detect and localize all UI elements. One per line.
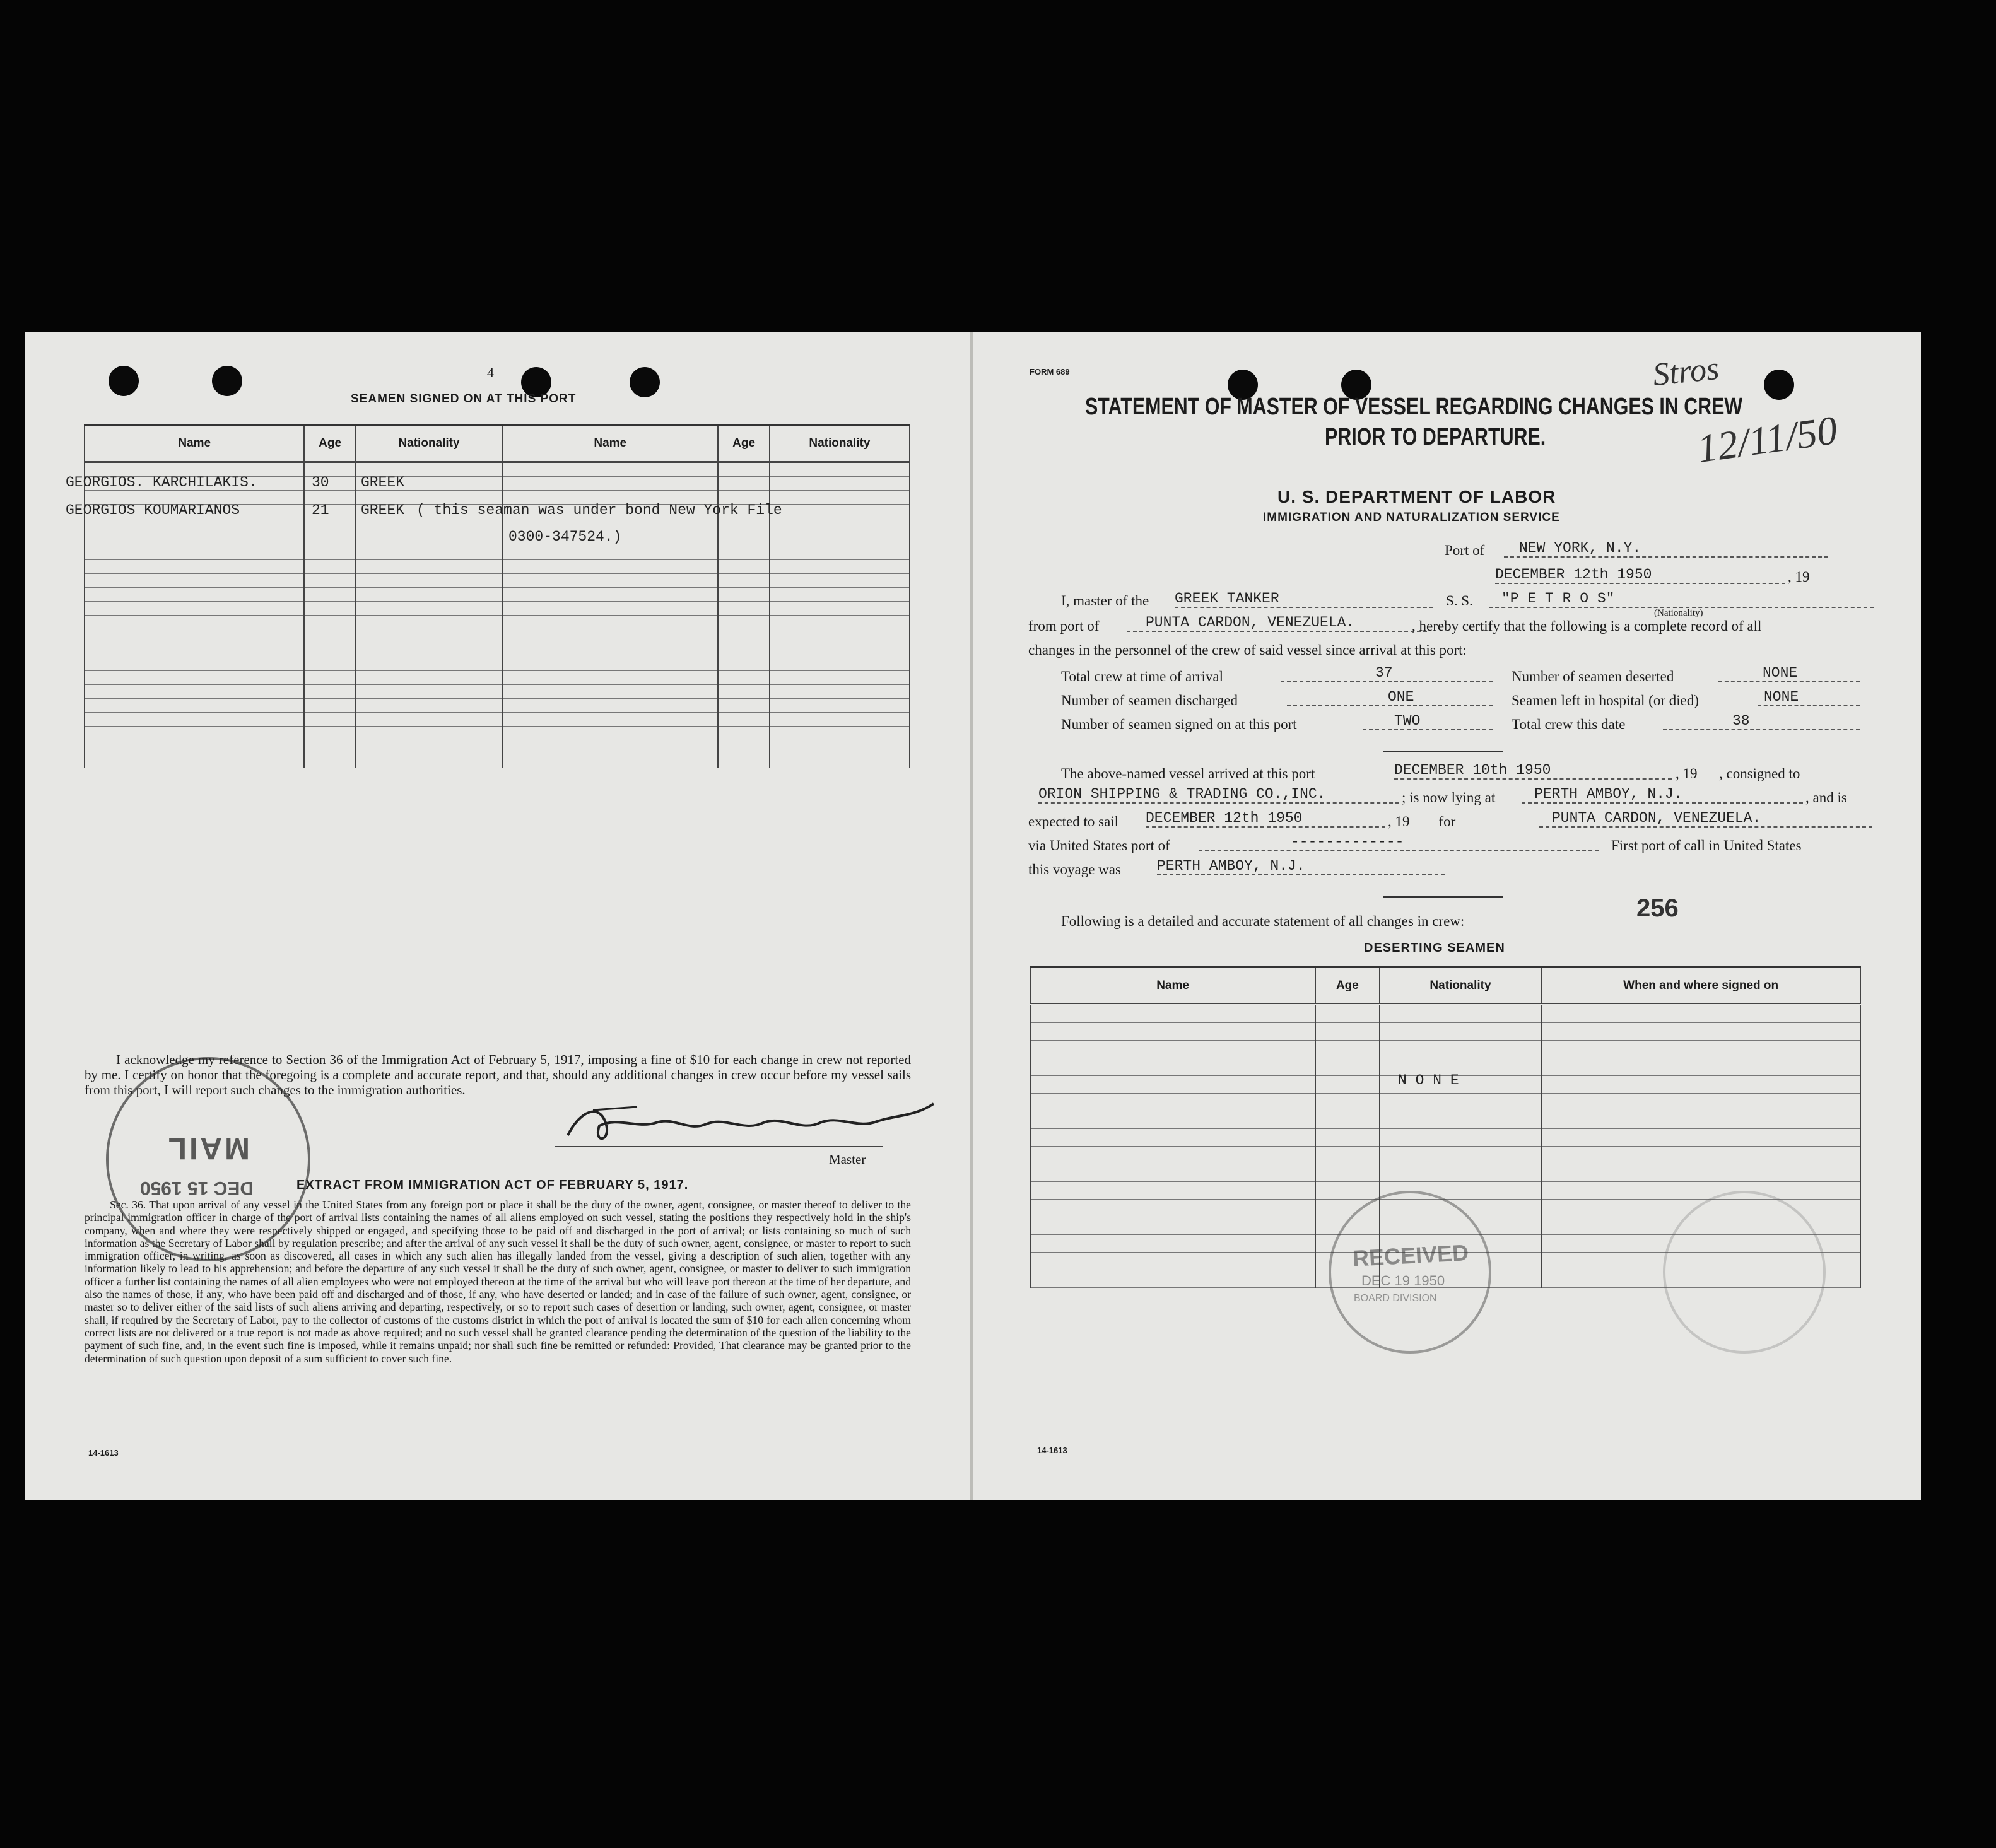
table-cell [356,574,502,588]
total-crew-arrival-value: 37 [1281,665,1493,682]
table-cell [1541,1005,1860,1023]
table-cell [1315,1005,1380,1023]
certify-text: , hereby certify that the following is a complete record of all [1412,618,1762,634]
table-cell [718,477,769,491]
and-is-label: , and is [1805,790,1847,805]
year-suffix: , 19 [1788,569,1810,585]
table-cell [502,546,718,560]
arrived-value: DECEMBER 10th 1950 [1394,762,1672,780]
table-cell [770,643,910,657]
table-cell [1380,1005,1542,1023]
table-row [1030,1023,1860,1041]
column-header-name: Name [85,425,304,462]
following-text: Following is a detailed and accurate statement of all changes in crew: [1061,913,1465,929]
table-row [85,727,910,740]
table-cell [1541,1129,1860,1147]
table-cell [304,754,355,768]
extract-title: EXTRACT FROM IMMIGRATION ACT OF FEBRUARY 5, 1917. [296,1178,689,1192]
table-cell [1030,1005,1315,1023]
table-cell [85,699,304,713]
table-cell [356,754,502,768]
table-cell [718,657,769,671]
table-row [85,657,910,671]
table-cell [1030,1182,1315,1200]
table-cell [1030,1041,1315,1058]
table-cell [1315,1023,1380,1041]
column-header-nationality: Nationality [356,425,502,462]
nationality-caption: (Nationality) [1654,608,1703,618]
column-header-nationality: Nationality [1380,968,1542,1005]
table-cell [718,532,769,546]
punch-hole [1764,370,1794,400]
lying-value: PERTH AMBOY, N.J. [1522,786,1803,804]
table-cell [718,616,769,629]
table-cell [304,699,355,713]
table-cell [304,727,355,740]
table-cell [1380,1041,1542,1058]
table-cell [1380,1111,1542,1129]
table-row [85,671,910,685]
consigned-label: , 19 , consigned to [1676,766,1800,781]
table-cell [1541,1147,1860,1164]
table-cell [356,685,502,699]
table-cell [770,740,910,754]
table-cell [356,671,502,685]
table-cell [1030,1023,1315,1041]
deserting-title: DESERTING SEAMEN [1364,941,1505,955]
handwritten-date: 12/11/50 [1694,407,1840,472]
handwritten-note: Stros [1651,350,1721,394]
table-cell [770,532,910,546]
table-cell [1030,1147,1315,1164]
table-row [85,643,910,657]
table-cell [1541,1111,1860,1129]
seaman-name: GEORGIOS KOUMARIANOS [66,502,240,518]
deserted-label: Number of seamen deserted [1512,669,1674,684]
table-cell [304,671,355,685]
table-cell [502,657,718,671]
table-cell [718,574,769,588]
table-cell [718,671,769,685]
lying-label: ; is now lying at [1402,790,1496,805]
table-cell [85,754,304,768]
table-cell [718,713,769,727]
table-cell [770,588,910,602]
vessel-nationality: GREEK TANKER [1175,590,1433,608]
destination-value: PUNTA CARDON, VENEZUELA. [1539,810,1872,828]
table-cell [304,643,355,657]
table-cell [770,518,910,532]
master-signature [555,1097,946,1154]
table-cell [1030,1164,1315,1182]
date-value: DECEMBER 12th 1950 [1495,566,1785,584]
bond-note: ( this seaman was under bond New York File [416,502,782,518]
table-cell [1030,1076,1315,1094]
table-cell [718,685,769,699]
table-cell [502,699,718,713]
table-cell [1380,1164,1542,1182]
table-cell [770,602,910,616]
table-cell [356,532,502,546]
table-cell [718,629,769,643]
table-row [85,518,910,532]
table-cell [718,754,769,768]
year-for-label: , 19 for [1388,814,1456,829]
table-row [85,740,910,754]
from-port-label: from port of [1028,618,1100,634]
table-cell [356,588,502,602]
page-fold [970,332,973,1500]
table-cell [85,518,304,532]
table-cell [1380,1147,1542,1164]
column-header-age: Age [304,425,355,462]
table-cell [770,560,910,574]
table-cell [718,740,769,754]
extract-text: Sec. 36. That upon arrival of any vessel in the United States from any foreign port or place it shall be the duty of the owner, agent, consignee, or master thereof to deliver to the principal immigration officer in charge of the port of arrival lists containing the names of all aliens employed on such vessel, stating the positions they respectively hold in the ship's company, when and where they were respectively shipped or engaged, and specifying those to be paid off and discharged in the port of arrival; or lists containing so much of such information as the Secretary of Labor shall by regulation prescribe; and after the arrival of any such vessel it shall be the duty of such owner, agent, consignee, or master to report to such immigration officer, in writing, as soon as discovered, all cases in which any such alien has illegally landed from the vessel, giving a description of such alien, together with any information likely to lead to his apprehension; and before the departure of any such vessel it shall be the duty of such owner, agent, consignee, or master to deliver to such immigration officer a further list containing the names of all alien employees who were not employed thereon at the time of the arrival but who will leave port thereon at the time of her departure, and also the names of those, if any, who have been paid off and discharged and of those, if any, who have deserted or landed; and in case of the failure of such owner, agent, consignee, or master so to deliver either of the said lists of such aliens arriving and departing, respectively, or so to report such cases of desertion or landing, such owner, agent, consignee, or master shall, if required by the Secretary of Labor, pay to the collector of customs of the customs district in which the port of arrival is located the sum of $10 for each alien concerning whom correct lists are not delivered or a true report is not made as above required; and no such vessel shall be granted clearance pending the determination of the question of the liability to the payment of such fine, and, in the event such fine is imposed, while it remains unpaid; nor shall such fine be remitted or refunded: Provided, That clearance may be granted prior to the determination of such question upon deposit of a sum sufficient to cover such fine. [85,1198,911,1365]
table-cell [356,713,502,727]
table-cell [304,685,355,699]
column-header-age-2: Age [718,425,769,462]
table-cell [356,643,502,657]
table-cell [1380,1023,1542,1041]
table-cell [502,602,718,616]
table-cell [770,462,910,477]
table-cell [356,740,502,754]
consignee-value: ORION SHIPPING & TRADING CO.,INC. [1038,786,1399,804]
via-label: via United States port of [1028,838,1170,853]
page-number: 4 [487,365,494,380]
table-cell [502,727,718,740]
seaman-nationality: GREEK [361,474,405,491]
table-cell [356,699,502,713]
arrived-label: The above-named vessel arrived at this port [1061,766,1315,781]
table-row [85,699,910,713]
table-cell [502,685,718,699]
table-cell [502,560,718,574]
table-row [85,713,910,727]
table-cell [770,574,910,588]
first-port-label: First port of call in United States [1611,838,1802,853]
table-row [85,616,910,629]
table-cell [1030,1235,1315,1253]
table-cell [770,657,910,671]
total-crew-date-label: Total crew this date [1512,716,1626,732]
table-cell [1315,1058,1380,1076]
table-cell [1315,1076,1380,1094]
table-cell [85,713,304,727]
table-cell [1315,1111,1380,1129]
table-row [1030,1005,1860,1023]
table-cell [304,560,355,574]
seaman-nationality: GREEK [361,502,405,518]
table-cell [1030,1094,1315,1111]
seaman-age: 21 [312,502,329,518]
deserting-entry: N O N E [1398,1072,1459,1089]
table-cell [85,574,304,588]
table-cell [502,713,718,727]
form-code: 14-1613 [88,1448,119,1458]
table-cell [1315,1147,1380,1164]
table-cell [770,685,910,699]
table-cell [304,629,355,643]
table-cell [1380,1094,1542,1111]
table-row [1030,1094,1860,1111]
changes-text: changes in the personnel of the crew of said vessel since arrival at this port: [1028,642,1467,658]
table-cell [1541,1164,1860,1182]
port-label: Port of [1445,542,1485,558]
table-cell [356,518,502,532]
table-row [85,754,910,768]
table-cell [718,518,769,532]
column-header-age: Age [1315,968,1380,1005]
table-row [85,629,910,643]
table-cell [1541,1076,1860,1094]
table-cell [502,616,718,629]
expected-value: DECEMBER 12th 1950 [1146,810,1385,828]
department-name: U. S. DEPARTMENT OF LABOR [1277,487,1556,506]
table-cell [770,616,910,629]
table-cell [304,602,355,616]
master-certification: I acknowledge my reference to Section 36 of the Immigration Act of February 5, 1917, imposing a fine of $10 for each change in crew not reported by me. I certify on honor that the foregoing is a complete and accurate report, and that, should any additional changes in crew occur before my vessel sails from this port, I will report such changes to the immigration authorities. [85,1052,911,1097]
column-header-name: Name [1030,968,1315,1005]
table-row [1030,1111,1860,1129]
punch-hole [212,366,242,396]
hospital-value: NONE [1758,689,1860,706]
divider [1383,896,1503,898]
table-cell [770,629,910,643]
table-cell [1315,1041,1380,1058]
table-cell [502,588,718,602]
table-cell [356,657,502,671]
signed-on-label: Number of seamen signed on at this port [1061,716,1297,732]
punch-hole [630,367,660,397]
form-code: 14-1613 [1037,1446,1067,1455]
table-cell [85,643,304,657]
table-cell [304,740,355,754]
stamp-number: 256 [1636,894,1679,922]
punch-hole [109,366,139,396]
seaman-age: 30 [312,474,329,491]
via-value: ------------- [1199,834,1599,851]
table-cell [502,629,718,643]
faint-stamp [1663,1191,1826,1354]
voyage-label: this voyage was [1028,862,1121,877]
table-cell [1541,1094,1860,1111]
table-cell [304,657,355,671]
table-cell [1541,1058,1860,1076]
table-cell [1380,1129,1542,1147]
total-crew-date-value: 38 [1663,713,1860,730]
deserted-value: NONE [1718,665,1860,682]
signed-on-value: TWO [1363,713,1493,730]
table-cell [85,616,304,629]
seaman-name: GEORGIOS. KARCHILAKIS. [66,474,257,491]
column-header-when-where: When and where signed on [1541,968,1860,1005]
table-cell [85,685,304,699]
table-row [1030,1147,1860,1164]
from-port-value: PUNTA CARDON, VENEZUELA. [1127,614,1427,632]
table-cell [85,629,304,643]
table-cell [85,602,304,616]
table-cell [1315,1094,1380,1111]
table-cell [1541,1182,1860,1200]
table-row [85,685,910,699]
table-cell [770,699,910,713]
table-cell [770,546,910,560]
table-cell [770,491,910,505]
table-cell [356,560,502,574]
table-cell [356,616,502,629]
form-label: FORM 689 [1030,367,1070,377]
table-cell [718,462,769,477]
table-row [85,560,910,574]
ss-label: S. S. [1446,593,1473,609]
table-cell [1030,1058,1315,1076]
master-of-label: I, master of the [1061,593,1149,609]
table-cell [1030,1111,1315,1129]
table-cell [502,462,718,477]
bond-file-number: 0300-347524.) [508,529,622,545]
table-row [85,602,910,616]
table-cell [1315,1182,1380,1200]
table-cell [85,588,304,602]
table-cell [718,602,769,616]
table-cell [304,588,355,602]
table-cell [1030,1217,1315,1235]
form-title-line2: PRIOR TO DEPARTURE. [1325,424,1546,450]
vessel-name: "P E T R O S" [1489,590,1874,608]
table-cell [1315,1129,1380,1147]
table-cell [85,546,304,560]
form-title-line1: STATEMENT OF MASTER OF VESSEL REGARDING CHANGES IN CREW [1085,394,1743,420]
left-page-title: SEAMEN SIGNED ON AT THIS PORT [351,392,577,406]
table-cell [356,602,502,616]
service-name: IMMIGRATION AND NATURALIZATION SERVICE [1263,511,1560,524]
table-cell [304,532,355,546]
table-row [1030,1164,1860,1182]
table-cell [718,588,769,602]
table-cell [718,699,769,713]
mail-stamp: MAIL DEC 15 1950 [106,1057,310,1261]
table-row [85,532,910,546]
hospital-label: Seamen left in hospital (or died) [1512,693,1700,708]
table-cell [304,713,355,727]
table-cell [718,560,769,574]
table-cell [1541,1023,1860,1041]
table-cell [85,560,304,574]
table-cell [718,727,769,740]
table-cell [770,477,910,491]
table-cell [304,546,355,560]
table-cell [1030,1129,1315,1147]
table-cell [770,505,910,518]
table-row [1030,1129,1860,1147]
table-cell [770,671,910,685]
table-cell [770,727,910,740]
table-cell [85,671,304,685]
table-cell [502,754,718,768]
table-row [85,546,910,560]
discharged-label: Number of seamen discharged [1061,693,1238,708]
table-cell [304,574,355,588]
table-cell [502,671,718,685]
table-cell [85,532,304,546]
table-cell [1030,1270,1315,1288]
column-header-nationality-2: Nationality [770,425,910,462]
total-crew-arrival-label: Total crew at time of arrival [1061,669,1224,684]
table-cell [304,616,355,629]
port-value: NEW YORK, N.Y. [1504,540,1828,558]
table-cell [304,518,355,532]
table-cell [1030,1253,1315,1270]
table-cell [85,727,304,740]
table-cell [356,546,502,560]
table-row [85,588,910,602]
table-cell [1030,1200,1315,1217]
table-cell [502,574,718,588]
table-cell [770,713,910,727]
table-cell [502,477,718,491]
table-cell [1541,1041,1860,1058]
table-cell [718,643,769,657]
table-row [85,574,910,588]
divider [1383,751,1503,752]
table-cell [356,629,502,643]
table-cell [502,740,718,754]
table-cell [356,727,502,740]
voyage-value: PERTH AMBOY, N.J. [1157,858,1445,875]
expected-label: expected to sail [1028,814,1119,829]
table-row [1030,1041,1860,1058]
table-cell [770,754,910,768]
table-cell [1315,1164,1380,1182]
column-header-name-2: Name [502,425,718,462]
received-stamp: RECEIVED DEC 19 1950 BOARD DIVISION [1329,1191,1491,1354]
table-cell [502,643,718,657]
table-cell [85,740,304,754]
discharged-value: ONE [1287,689,1493,706]
table-cell [718,546,769,560]
table-cell [85,657,304,671]
signature-label: Master [829,1152,866,1167]
